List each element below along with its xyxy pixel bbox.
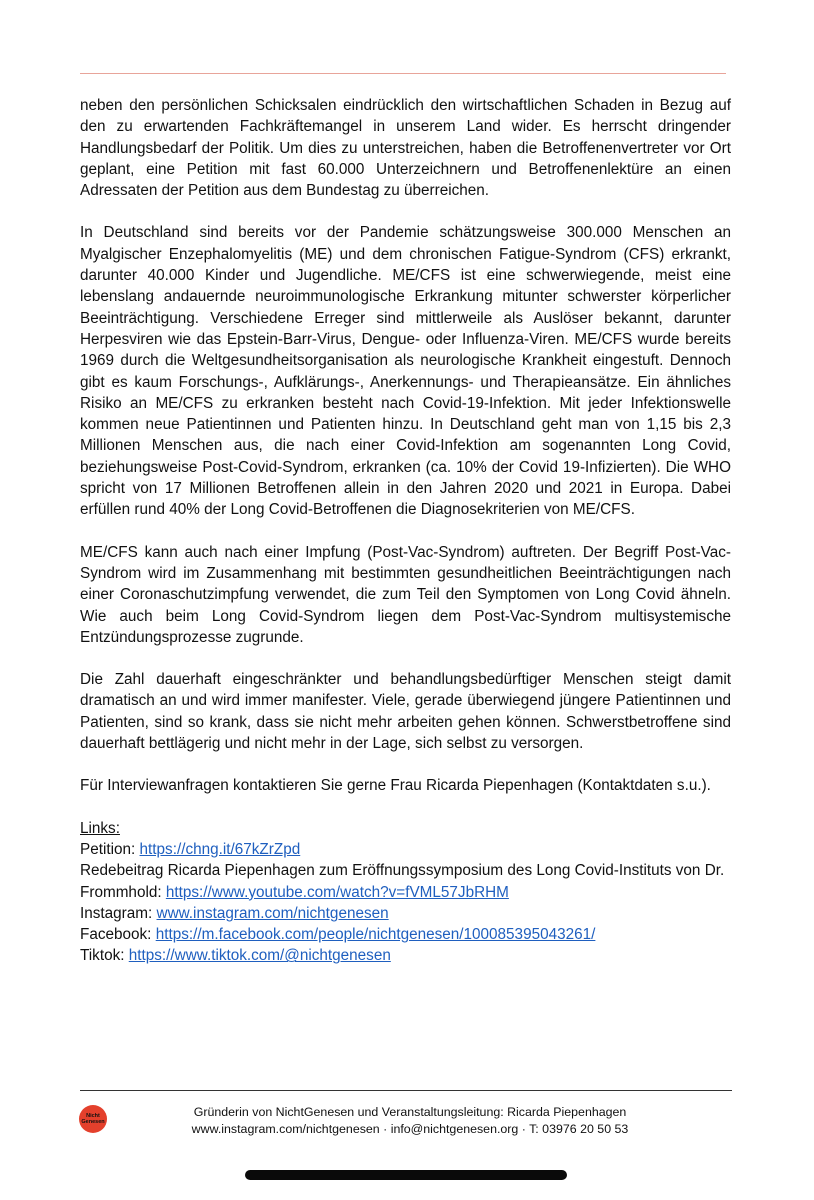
petition-link[interactable]: https://chng.it/67kZrZpd: [139, 840, 301, 858]
paragraph-patient-numbers: Die Zahl dauerhaft eingeschränkter und behandlungsbedürftiger Menschen steigt damit dramatisch an und wird immer manifester. Viele, gerade überwiegend jüngere Patientinnen und Patienten, sind so krank, dass sie nicht mehr arbeiten gehen können. Schwerstbetroffene sind dauerhaft bettlägerig und nicht mehr in der Lage, sich selbst zu versorgen.: [80, 671, 731, 753]
paragraph-post-vac: ME/CFS kann auch nach einer Impfung (Post-Vac-Syndrom) auftreten. Der Begriff Post-Vac-Syndrom wird im Zusammenhang mit bestimmten gesundheitlichen Beeinträchtigungen nach einer Coronaschutzimpfung verwendet, die zum Teil den Symptomen von Long Covid ähneln. Wie auch beim Long Covid-Syndrom liegen dem Post-Vac-Syndrom multisystemische Entzündungsprozesse zugrunde.: [80, 543, 731, 646]
link-row-petition: [80, 839, 731, 860]
links-heading: Links:: [80, 819, 120, 837]
paragraph-me-cfs-germany: In Deutschland sind bereits vor der Pandemie schätzungsweise 300.000 Menschen an Myalgischer Enzephalomyelitis (ME) und dem chronischen Fatigue-Syndrom (CFS) erkrankt, darunter 40.000 Kinder und Jugendliche. ME/CFS ist eine schwerwiegende, meist eine lebenslang andauernde neuroimmunologische Erkrankung mitunter schwerster körperlicher Beeinträchtigung. Verschiedene Erreger sind mittlerweile als Auslöser bekannt, darunter Herpesviren wie das Epstein-Barr-Virus, Dengue- oder Influenza-Viren. ME/CFS wurde bereits 1969 durch die Weltgesundheitsorganisation als neurologische Krankheit eingestuft. Dennoch gibt es kaum Forschungs-, Aufklärungs-, Anerkennungs- und Therapieansätze. Ein ähnliches Risiko an ME/CFS zu erkranken besteht nach Covid-19-Infektion. Mit jeder Infektionswelle kommen neue Patientinnen und Patienten hinzu. In Deutschland geht man von 1,15 bis 2,3 Millionen Menschen aus, die nach einer Covid-Infektion am sogenannten Long Covid, beziehungsweise Post-Covid-Syndrom, erkranken (ca. 10% der Covid 19-Infizierten). Die WHO spricht von 17 Millionen Betroffenen allein in den Jahren 2020 und 2021 in Europa. Dabei erfüllen rund 40% der Long Covid-Betroffenen die Diagnosekriterien von ME/CFS.: [80, 224, 731, 519]
footer-contact: [150, 1104, 670, 1138]
logo-text-line2: Genesen: [81, 1119, 105, 1125]
footer-founder-line: Gründerin von NichtGenesen und Veranstaltungsleitung: Ricarda Piepenhagen: [193, 1105, 627, 1119]
paragraph-interview-requests: Für Interviewanfragen kontaktieren Sie gerne Frau Ricarda Piepenhagen (Kontaktdaten s.u.).: [80, 777, 711, 795]
footer-divider: [80, 1090, 732, 1091]
link-label: Instagram:: [80, 904, 157, 922]
footer-contact-line: www.instagram.com/nichtgenesen · info@nichtgenesen.org · T: 03976 20 50 53: [191, 1122, 629, 1136]
tiktok-link[interactable]: https://www.tiktok.com/@nichtgenesen: [128, 947, 391, 965]
youtube-link[interactable]: https://www.youtube.com/watch?v=fVML57JbRHM: [165, 883, 509, 901]
link-label: Petition:: [80, 840, 140, 858]
link-label: Facebook:: [80, 926, 156, 944]
logo-text-line1: Nicht: [86, 1113, 100, 1119]
link-label: Tiktok:: [80, 947, 129, 965]
document-body: [80, 95, 731, 967]
link-row-facebook: [80, 924, 731, 945]
link-label: Redebeitrag Ricarda Piepenhagen zum Eröffnungssymposium des Long Covid-Instituts von Dr. Frommhold:: [80, 862, 725, 901]
top-divider: [80, 73, 726, 74]
links-section: [80, 818, 731, 967]
link-row-tiktok: [80, 945, 731, 966]
link-row-speech: [80, 860, 731, 903]
facebook-link[interactable]: https://m.facebook.com/people/nichtgenesen/100085395043261/: [155, 926, 596, 944]
paragraph-economic-damage: neben den persönlichen Schicksalen eindrücklich den wirtschaftlichen Schaden in Bezug auf den zu erwartenden Fachkräftemangel in unserem Land wider. Es herrscht dringender Handlungsbedarf der Politik. Um dies zu unterstreichen, haben die Betroffenenvertreter vor Ort geplant, eine Petition mit fast 60.000 Unterzeichnern und Betroffenenlektüre an einen Adressaten der Petition aus dem Bundestag zu überreichen.: [80, 97, 731, 200]
instagram-link[interactable]: www.instagram.com/nichtgenesen: [156, 904, 389, 922]
home-indicator[interactable]: [245, 1170, 567, 1180]
nichtgenesen-logo: [79, 1105, 107, 1133]
link-row-instagram: [80, 903, 731, 924]
